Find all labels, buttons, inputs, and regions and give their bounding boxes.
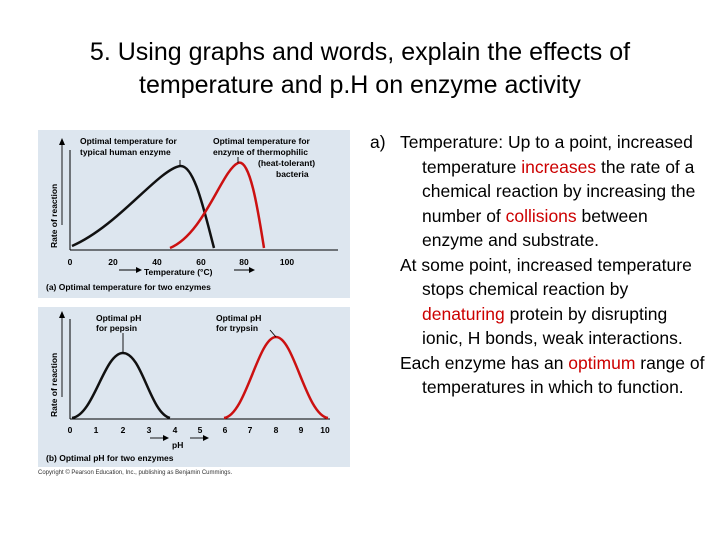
- ph-tick-7: 7: [247, 425, 253, 435]
- thermophile-enzyme-curve: [170, 163, 264, 248]
- ph-ticks: [68, 425, 330, 435]
- ph-tick-4: 4: [172, 425, 178, 435]
- ph-tick-10: 10: [320, 425, 330, 435]
- ph-tick-6: 6: [222, 425, 228, 435]
- denaturing-paragraph: [370, 253, 710, 351]
- highlight-optimum: optimum: [568, 352, 636, 373]
- ph-x-arrowhead-right-icon: [203, 435, 209, 441]
- temperature-graph-panel: [38, 130, 350, 298]
- ph-graph-caption: (b) Optimal pH for two enzymes: [46, 453, 174, 463]
- title-line-2: temperature and p.H on enzyme activity: [139, 71, 581, 99]
- ph-graph-ylabel: Rate of reaction: [49, 352, 59, 417]
- human-enzyme-curve: [72, 166, 214, 248]
- temperature-graph-caption: (a) Optimal temperature for two enzymes: [46, 282, 211, 292]
- highlight-denaturing: denaturing: [422, 303, 505, 324]
- p1-text-c: between enzyme and substrate.: [422, 205, 648, 250]
- explanation-text: [370, 130, 710, 400]
- temperature-graph-xlabel: Temperature (°C): [144, 267, 213, 277]
- ph-tick-5: 5: [197, 425, 203, 435]
- pepsin-label-2: for pepsin: [96, 323, 138, 333]
- x-arrowhead-right-icon: [249, 267, 255, 273]
- temp-tick-60: 60: [196, 257, 206, 267]
- ph-y-arrowhead-icon: [59, 311, 65, 318]
- ph-tick-8: 8: [273, 425, 279, 435]
- trypsin-curve: [224, 337, 328, 418]
- ph-tick-1: 1: [93, 425, 99, 435]
- thermophile-label-1: Optimal temperature for: [213, 136, 310, 146]
- thermophile-label-4: bacteria: [276, 169, 309, 179]
- pepsin-label-1: Optimal pH: [96, 313, 142, 323]
- temp-tick-20: 20: [108, 257, 118, 267]
- ph-x-arrowhead-left-icon: [163, 435, 169, 441]
- optimum-paragraph: [370, 351, 710, 400]
- ph-graph: [38, 307, 350, 467]
- highlight-increases: increases: [521, 156, 597, 177]
- human-label-2: typical human enzyme: [80, 147, 171, 157]
- x-arrowhead-left-icon: [136, 267, 142, 273]
- pepsin-curve: [72, 353, 170, 418]
- title-line-1: 5. Using graphs and words, explain the effects of: [89, 38, 631, 66]
- human-label-1: Optimal temperature for: [80, 136, 177, 146]
- temperature-graph-ylabel: Rate of reaction: [49, 183, 59, 248]
- ph-tick-3: 3: [146, 425, 152, 435]
- p3-text-a: Each enzyme has an: [400, 352, 569, 373]
- p2-text-b: protein by disrupting ionic, H bonds, weak interactions.: [422, 303, 683, 348]
- thermophile-label-3: (heat-tolerant): [258, 158, 316, 168]
- ph-tick-0: 0: [67, 425, 73, 435]
- temp-tick-100: 100: [279, 257, 295, 267]
- temp-tick-80: 80: [239, 257, 249, 267]
- copyright-notice: Copyright © Pearson Education, Inc., publishing as Benjamin Cummings.: [38, 470, 233, 476]
- trypsin-label-2: for trypsin: [216, 323, 259, 333]
- p1-text-a: Temperature: Up to a point, increased temperature: [400, 132, 693, 177]
- ph-tick-9: 9: [298, 425, 304, 435]
- temperature-ticks: [68, 257, 295, 267]
- temp-tick-0: 0: [67, 257, 73, 267]
- p1-text-b: the rate of a chemical reaction by increasing the number of: [422, 156, 696, 226]
- trypsin-pointer: [270, 330, 276, 337]
- highlight-collisions: collisions: [505, 205, 577, 226]
- y-arrowhead-icon: [59, 138, 65, 145]
- temperature-paragraph: [370, 130, 710, 253]
- temperature-graph: [38, 130, 350, 298]
- slide-title: [0, 36, 720, 102]
- p3-text-b: range of temperatures in which to function.: [422, 352, 705, 397]
- paragraph-temperature: [370, 130, 710, 253]
- thermophile-label-2: enzyme of thermophilic: [213, 147, 308, 157]
- ph-graph-xlabel: pH: [172, 440, 184, 450]
- temp-tick-40: 40: [152, 257, 162, 267]
- p2-text-a: At some point, increased temperature stops chemical reaction by: [400, 254, 692, 299]
- trypsin-label-1: Optimal pH: [216, 313, 262, 323]
- ph-graph-panel: [38, 307, 350, 467]
- enzyme-activity-figure: [38, 130, 350, 480]
- list-marker: a): [370, 132, 386, 152]
- ph-tick-2: 2: [120, 425, 126, 435]
